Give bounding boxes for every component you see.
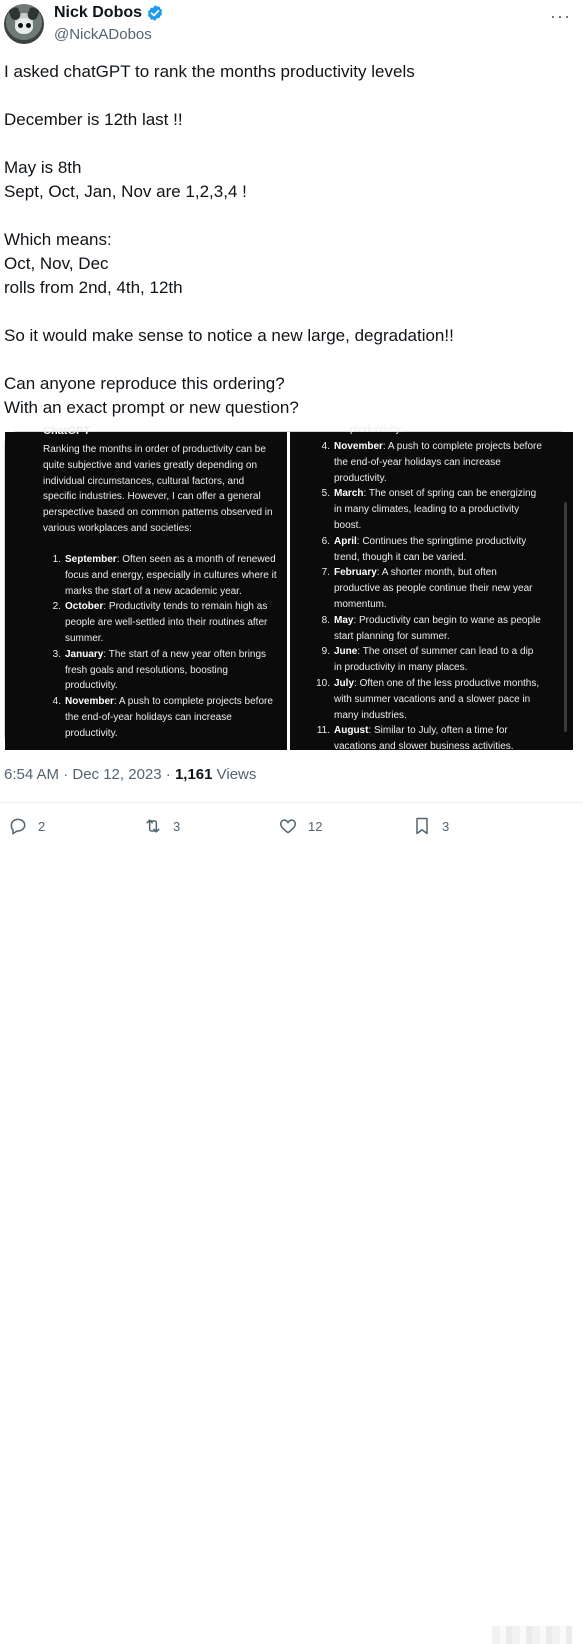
- divider: [0, 802, 583, 803]
- ranking-number: 6.: [321, 535, 330, 547]
- ranking-number: 9.: [321, 646, 330, 658]
- reply-icon: [8, 816, 28, 836]
- month-name: July: [334, 677, 355, 689]
- month-name: November: [334, 441, 383, 452]
- month-description: : Productivity tends to remain high as people are well-settled into their routines after summer.: [65, 601, 268, 644]
- ranking-number: 4.: [52, 696, 61, 708]
- chatgpt-panel-right: [290, 424, 573, 753]
- month-description: : The onset of spring can be energizing in many climates, leading to a productivity boost.: [334, 488, 537, 531]
- month-name: January: [65, 648, 104, 660]
- month-description: : A push to complete projects before the end-of-year holidays can increase productivity.: [334, 441, 542, 484]
- ranking-item: [43, 599, 283, 646]
- ranking-number: 7.: [321, 567, 330, 579]
- like-count: 12: [308, 818, 323, 834]
- month-description: : Often seen as a month of renewed focus and energy, especially in cultures where it marks the start of a new academic year.: [65, 554, 277, 597]
- repost-button[interactable]: [143, 816, 180, 836]
- bookmark-count: 3: [442, 818, 450, 834]
- ranking-number: 3.: [52, 648, 61, 660]
- ranking-item: [43, 552, 283, 599]
- ranking-item: [312, 644, 542, 676]
- month-name: September: [65, 554, 117, 565]
- ranking-list-right: [312, 439, 542, 755]
- month-name: April: [334, 535, 357, 547]
- reply-count: 2: [38, 818, 46, 834]
- ranking-list-left: [43, 552, 283, 742]
- chatgpt-panel-left: [5, 425, 287, 750]
- tweet-header: [0, 0, 583, 50]
- ranking-item: [312, 534, 542, 566]
- author-name-row[interactable]: [54, 4, 164, 22]
- bookmark-button[interactable]: [412, 816, 449, 836]
- month-description: : A shorter month, but often productive as people continue their new year momentum.: [334, 567, 533, 610]
- timestamp[interactable]: 6:54 AM · Dec 12, 2023 ·: [4, 766, 175, 783]
- ranking-number: 10.: [316, 677, 330, 689]
- month-name: November: [65, 696, 114, 708]
- cut-off-text: productivity.: [350, 424, 403, 435]
- month-description: : A push to complete projects before the end-of-year holidays can increase productivity.: [65, 696, 273, 739]
- ranking-item: [312, 486, 542, 533]
- ranking-item: [312, 565, 542, 612]
- ranking-item: [312, 676, 542, 723]
- tweet-image[interactable]: [4, 424, 572, 753]
- tweet-text: I asked chatGPT to rank the months productivity levels December is 12th last !! May is 8th Sept, Oct, Jan, Nov are 1,2,3,4 ! Which means: Oct, Nov, Dec rolls from 2nd, 4th, 12th So it would make sense to notice a new large, degradation!! Can anyone reproduce this ordering? With an exact prompt or new question?: [4, 62, 454, 417]
- ranking-number: 5.: [321, 488, 330, 500]
- month-description: : Productivity can begin to wane as people start planning for summer.: [334, 614, 541, 642]
- scrollbar[interactable]: [564, 502, 567, 732]
- ranking-item: [43, 694, 283, 741]
- ranking-number: 4.: [321, 441, 330, 452]
- author-name[interactable]: Nick Dobos: [54, 4, 143, 21]
- heart-icon: [278, 816, 298, 836]
- ranking-item: [312, 439, 542, 486]
- month-description: : The start of a new year often brings fresh goals and resolutions, boosting productivity.: [65, 648, 267, 692]
- action-bar: [0, 812, 583, 844]
- month-name: August: [334, 725, 369, 737]
- views-label: Views: [212, 766, 257, 783]
- more-options-icon[interactable]: ···: [550, 6, 571, 26]
- month-description: : Continues the springtime productivity trend, though it can be varied.: [334, 535, 527, 563]
- repost-icon: [143, 816, 163, 836]
- ranking-number: 1.: [52, 554, 61, 565]
- repost-count: 3: [173, 818, 181, 834]
- chatgpt-label: ChatGPT: [43, 425, 91, 437]
- ranking-number: 11.: [316, 725, 330, 737]
- tweet-meta: [4, 766, 256, 783]
- ranking-item: [312, 613, 542, 645]
- month-description: : Similar to July, often a time for vacations and slower business activities.: [334, 725, 514, 753]
- like-button[interactable]: [278, 816, 322, 836]
- ranking-number: 2.: [52, 601, 61, 613]
- author-handle[interactable]: @NickADobos: [54, 26, 152, 43]
- ranking-item: [312, 723, 542, 755]
- verified-badge-icon: [146, 4, 164, 22]
- month-name: May: [334, 614, 354, 626]
- month-name: June: [334, 646, 358, 658]
- bookmark-icon: [412, 816, 432, 836]
- ranking-number: 8.: [321, 614, 330, 626]
- month-name: February: [334, 567, 377, 579]
- chatgpt-intro: Ranking the months in order of productivity can be quite subjective and varies greatly depending on individual circumstances, cultural factors, and specific industries. However, I can offer a general perspective based on common patterns observed in various workplaces and societies:: [43, 444, 273, 534]
- views-count: 1,161: [174, 766, 213, 783]
- month-description: : The onset of summer can lead to a dip in productivity in many places.: [334, 646, 534, 674]
- month-description: : Often one of the less productive months, with summer vacations and a slower pace in many industries.: [334, 677, 540, 721]
- month-name: October: [65, 601, 104, 613]
- avatar[interactable]: [4, 4, 44, 44]
- reply-button[interactable]: [8, 816, 45, 836]
- month-name: March: [334, 488, 364, 500]
- ranking-item: [43, 647, 283, 694]
- blurred-share-area: [492, 1626, 572, 1644]
